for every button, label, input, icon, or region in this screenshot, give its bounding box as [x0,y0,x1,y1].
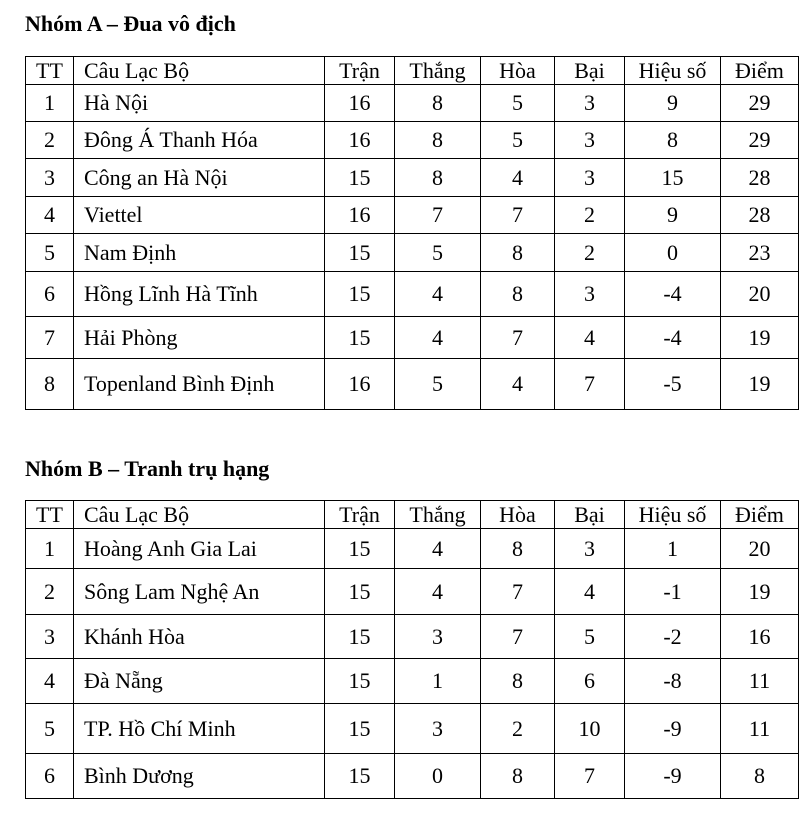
cell-goal-difference: -9 [625,704,721,754]
cell-points: 20 [721,272,799,317]
cell-lost: 4 [555,569,625,615]
cell-drawn: 2 [481,704,555,754]
cell-won: 3 [395,615,481,659]
group-b-heading: Nhóm B – Tranh trụ hạng [25,456,270,481]
cell-points: 20 [721,529,799,569]
cell-points: 29 [721,85,799,122]
cell-won: 8 [395,85,481,122]
cell-rank: 6 [26,754,74,799]
table-row [26,569,799,615]
cell-won: 0 [395,754,481,799]
cell-rank: 4 [26,197,74,234]
cell-won: 3 [395,704,481,754]
table-header-row [26,501,799,529]
cell-drawn: 7 [481,197,555,234]
group-a-heading: Nhóm A – Đua vô địch [25,11,236,36]
cell-club: TP. Hồ Chí Minh [74,704,325,754]
cell-club: Công an Hà Nội [74,159,325,197]
cell-drawn: 7 [481,615,555,659]
header-lost: Bại [555,57,625,85]
cell-played: 15 [325,234,395,272]
cell-club: Đà Nẵng [74,659,325,704]
cell-played: 15 [325,704,395,754]
cell-rank: 8 [26,359,74,410]
cell-won: 8 [395,159,481,197]
cell-rank: 7 [26,317,74,359]
table-row [26,317,799,359]
header-points: Điểm [721,501,799,529]
cell-drawn: 8 [481,529,555,569]
cell-lost: 4 [555,317,625,359]
cell-won: 8 [395,122,481,159]
header-played: Trận [325,501,395,529]
cell-drawn: 7 [481,569,555,615]
cell-rank: 2 [26,569,74,615]
cell-lost: 7 [555,754,625,799]
cell-won: 4 [395,569,481,615]
cell-drawn: 8 [481,659,555,704]
cell-points: 28 [721,159,799,197]
table-row [26,122,799,159]
table-row [26,234,799,272]
cell-won: 5 [395,234,481,272]
cell-points: 29 [721,122,799,159]
cell-rank: 2 [26,122,74,159]
cell-goal-difference: -8 [625,659,721,704]
cell-drawn: 7 [481,317,555,359]
table-row [26,529,799,569]
cell-lost: 3 [555,529,625,569]
cell-club: Hà Nội [74,85,325,122]
cell-drawn: 8 [481,754,555,799]
cell-won: 1 [395,659,481,704]
cell-goal-difference: -1 [625,569,721,615]
cell-drawn: 4 [481,359,555,410]
cell-played: 16 [325,122,395,159]
table-row [26,159,799,197]
cell-won: 5 [395,359,481,410]
cell-played: 16 [325,197,395,234]
table-row [26,659,799,704]
cell-goal-difference: -2 [625,615,721,659]
cell-club: Bình Dương [74,754,325,799]
cell-won: 4 [395,317,481,359]
cell-won: 4 [395,529,481,569]
header-won: Thắng [395,501,481,529]
cell-club: Nam Định [74,234,325,272]
cell-goal-difference: -9 [625,754,721,799]
cell-points: 8 [721,754,799,799]
cell-drawn: 5 [481,122,555,159]
cell-rank: 5 [26,234,74,272]
cell-club: Khánh Hòa [74,615,325,659]
cell-lost: 3 [555,159,625,197]
table-row [26,197,799,234]
header-goal-difference: Hiệu số [625,501,721,529]
cell-club: Hoàng Anh Gia Lai [74,529,325,569]
header-rank: TT [26,501,74,529]
cell-club: Topenland Bình Định [74,359,325,410]
table-row [26,359,799,410]
cell-drawn: 8 [481,234,555,272]
cell-rank: 1 [26,529,74,569]
cell-lost: 2 [555,197,625,234]
header-goal-difference: Hiệu số [625,57,721,85]
cell-points: 28 [721,197,799,234]
table-header-row [26,57,799,85]
cell-goal-difference: 0 [625,234,721,272]
cell-played: 15 [325,569,395,615]
cell-lost: 3 [555,85,625,122]
header-won: Thắng [395,57,481,85]
table-row [26,615,799,659]
cell-rank: 6 [26,272,74,317]
cell-lost: 10 [555,704,625,754]
cell-lost: 7 [555,359,625,410]
cell-played: 15 [325,317,395,359]
cell-club: Đông Á Thanh Hóa [74,122,325,159]
cell-club: Viettel [74,197,325,234]
table-row [26,754,799,799]
cell-rank: 1 [26,85,74,122]
cell-drawn: 5 [481,85,555,122]
cell-played: 15 [325,529,395,569]
cell-points: 11 [721,704,799,754]
cell-played: 16 [325,85,395,122]
cell-points: 19 [721,359,799,410]
header-lost: Bại [555,501,625,529]
cell-goal-difference: -5 [625,359,721,410]
cell-drawn: 4 [481,159,555,197]
cell-played: 16 [325,359,395,410]
header-club: Câu Lạc Bộ [74,57,325,85]
cell-points: 23 [721,234,799,272]
cell-lost: 5 [555,615,625,659]
cell-lost: 6 [555,659,625,704]
cell-rank: 3 [26,615,74,659]
table-row [26,704,799,754]
cell-drawn: 8 [481,272,555,317]
cell-goal-difference: 9 [625,197,721,234]
cell-goal-difference: 9 [625,85,721,122]
cell-lost: 2 [555,234,625,272]
header-drawn: Hòa [481,501,555,529]
header-played: Trận [325,57,395,85]
group-b-standings-table [25,500,799,799]
cell-club: Hồng Lĩnh Hà Tĩnh [74,272,325,317]
cell-rank: 4 [26,659,74,704]
cell-played: 15 [325,615,395,659]
table-row [26,272,799,317]
cell-goal-difference: 8 [625,122,721,159]
cell-lost: 3 [555,272,625,317]
cell-lost: 3 [555,122,625,159]
cell-goal-difference: -4 [625,272,721,317]
cell-played: 15 [325,659,395,704]
header-drawn: Hòa [481,57,555,85]
cell-points: 19 [721,317,799,359]
cell-goal-difference: -4 [625,317,721,359]
table-row [26,85,799,122]
cell-won: 7 [395,197,481,234]
group-a-standings-table [25,56,799,410]
cell-played: 15 [325,159,395,197]
cell-played: 15 [325,272,395,317]
cell-rank: 5 [26,704,74,754]
cell-goal-difference: 1 [625,529,721,569]
cell-goal-difference: 15 [625,159,721,197]
cell-played: 15 [325,754,395,799]
cell-won: 4 [395,272,481,317]
cell-points: 19 [721,569,799,615]
cell-points: 16 [721,615,799,659]
cell-club: Sông Lam Nghệ An [74,569,325,615]
cell-rank: 3 [26,159,74,197]
cell-club: Hải Phòng [74,317,325,359]
header-club: Câu Lạc Bộ [74,501,325,529]
cell-points: 11 [721,659,799,704]
header-rank: TT [26,57,74,85]
header-points: Điểm [721,57,799,85]
